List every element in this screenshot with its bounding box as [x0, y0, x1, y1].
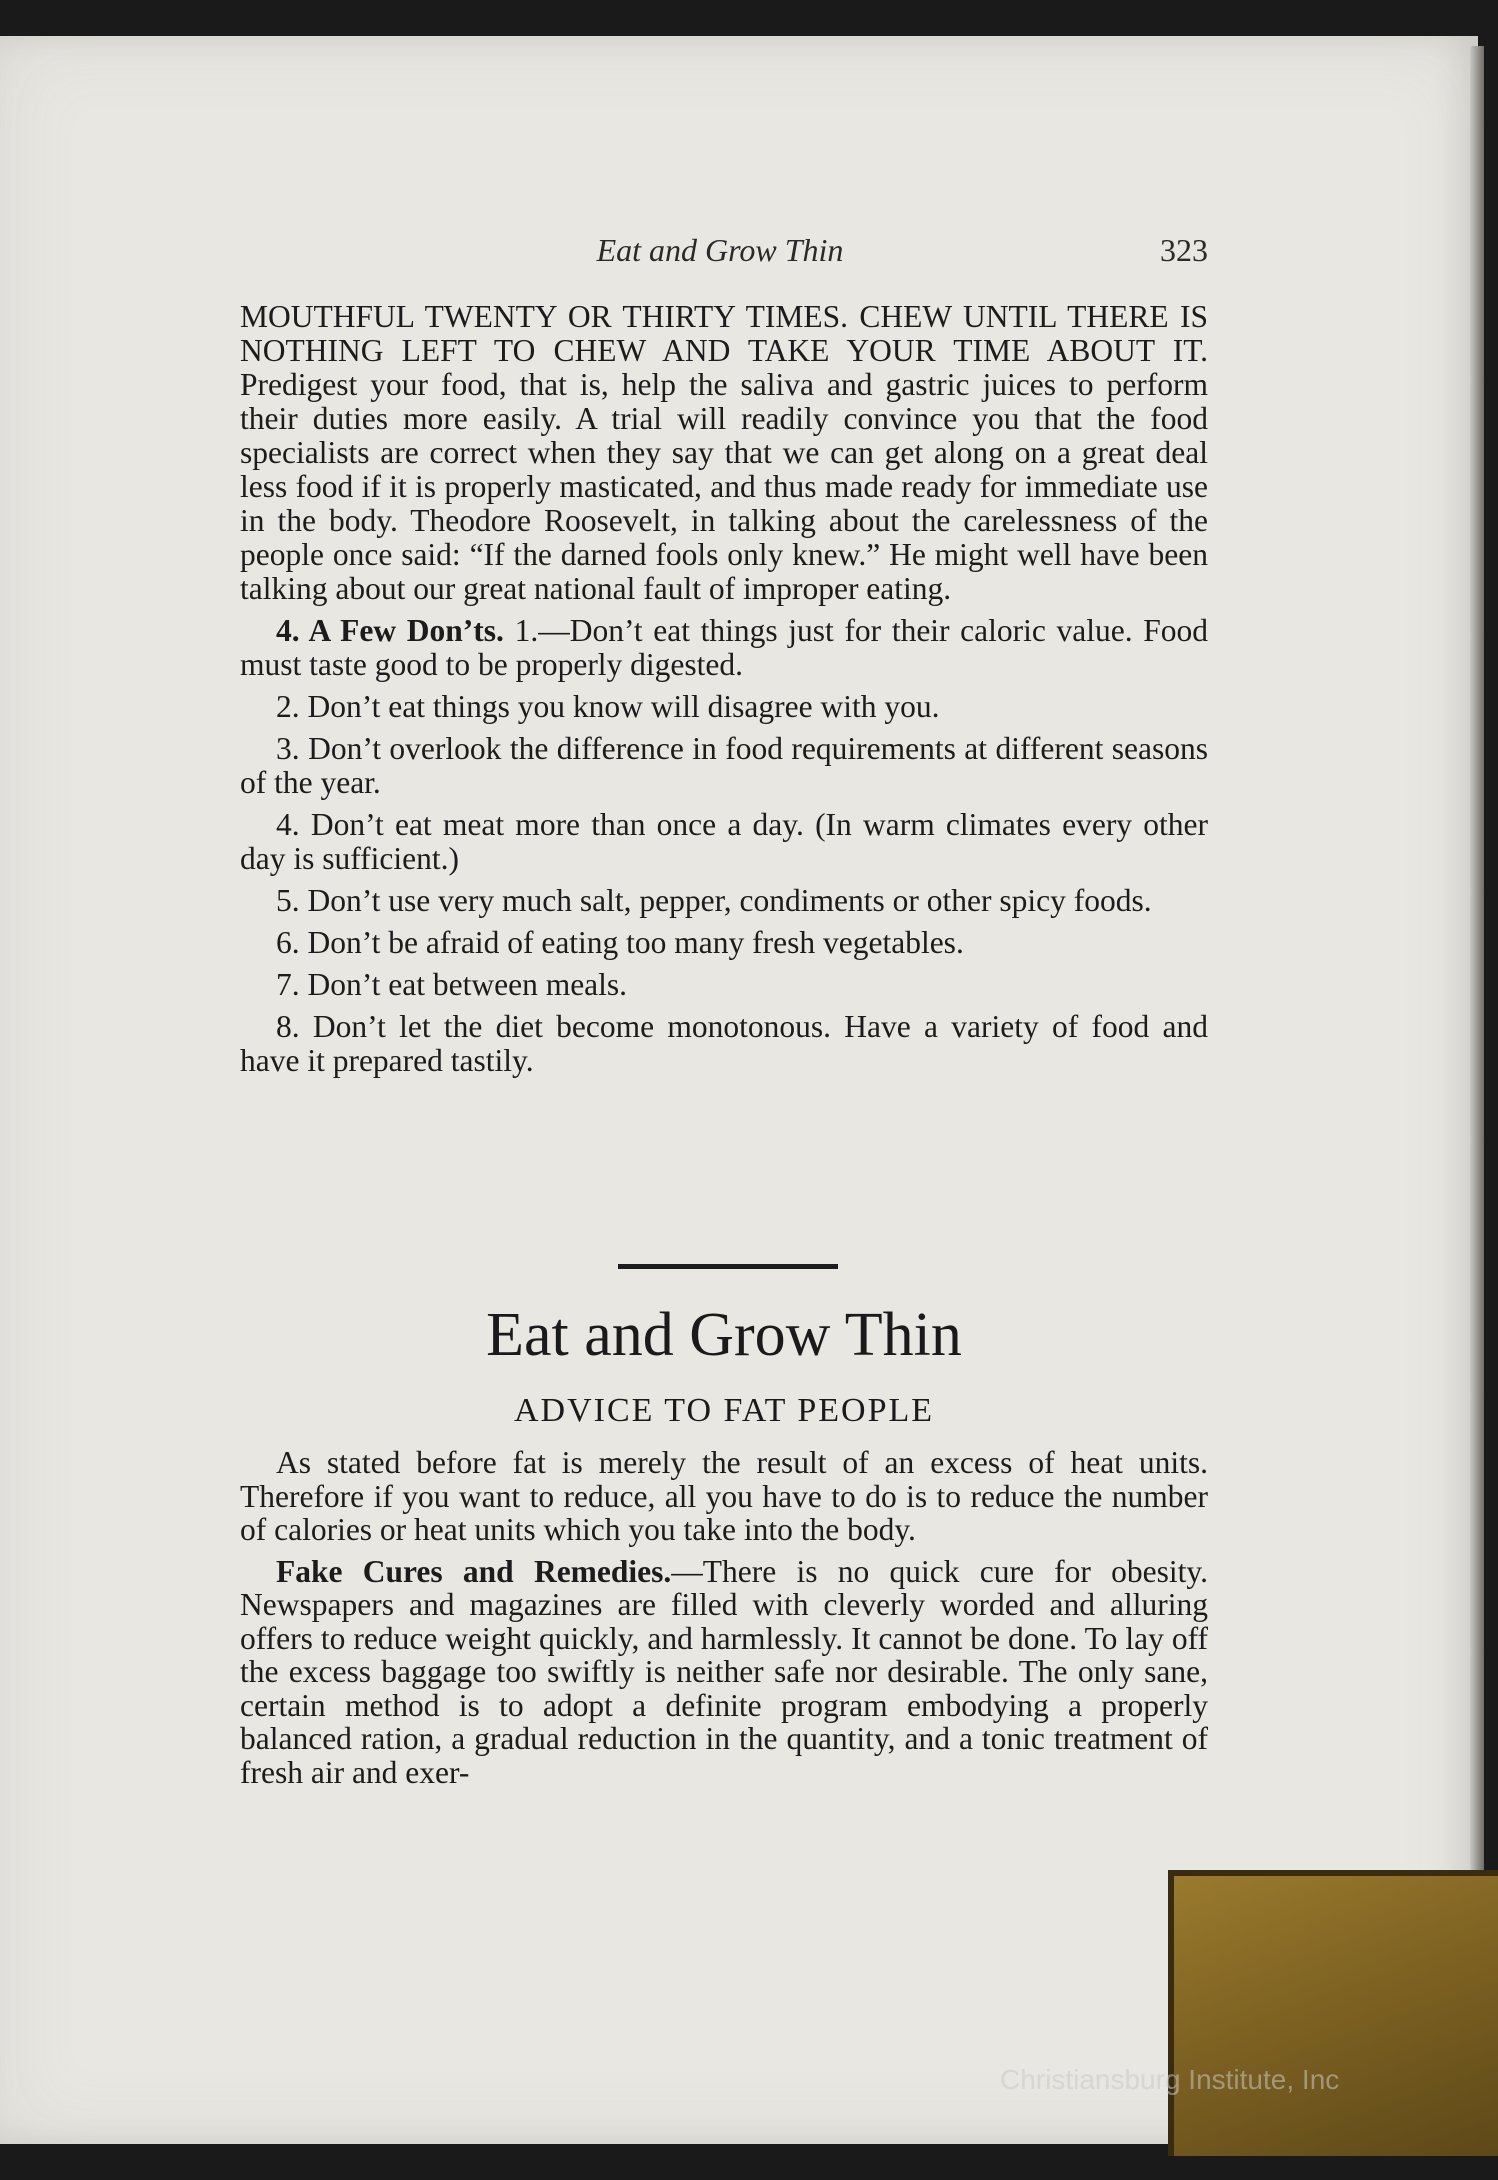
- running-title: Eat and Grow Thin: [596, 232, 844, 268]
- fake-cures-paragraph: [240, 1555, 1208, 1790]
- list-item: 4. Don’t eat meat more than once a day. (In warm climates every other day is sufficient.): [240, 807, 1208, 876]
- donts-heading: 4. A Few Don’ts.: [276, 613, 504, 648]
- list-item: 6. Don’t be afraid of eating too many fresh vegetables.: [276, 925, 964, 960]
- list-item: 3. Don’t overlook the difference in food requirements at different seasons of the year.: [240, 731, 1208, 800]
- fake-cures-text: —There is no quick cure for obesity. Newspapers and magazines are filled with cleverly worded and alluring offers to reduce weight quickly, and harmlessly. It cannot be done. To lay off the excess baggage too swiftly is neither safe nor desirable. The only sane, certain method is to adopt a definite program embodying a properly balanced ration, a gradual reduction in the quantity, and a tonic treatment of fresh air and exer-: [240, 1553, 1208, 1790]
- list-item: 7. Don’t eat between meals.: [276, 967, 628, 1002]
- donts-first-item: 1.—Don’t eat things just for their caloric value. Food must taste good to be properly digested.: [240, 613, 1209, 682]
- continued-paragraph: MOUTHFUL TWENTY OR THIRTY TIMES. CHEW UNTIL THERE IS NOTHING LEFT TO CHEW AND TAKE YOUR TIME ABOUT IT. Predigest your food, that is, help the saliva and gastric juices to perform their duties more easily. A trial will readily convince you that the food specialists are correct when they say that we can get along on a great deal less food if it is properly masticated, and thus made ready for immediate use in the body. Theodore Roosevelt, in talking about the carelessness of the people once said: “If the darned fools only knew.” He might well have been talking about our great national fault of improper eating.: [240, 299, 1208, 606]
- intro-paragraph: As stated before fat is merely the result of an excess of heat units. Therefore if you want to reduce, all you have to do is to reduce the number of calories or heat units which you take into the body.: [240, 1445, 1208, 1547]
- fake-cures-heading: Fake Cures and Remedies.: [276, 1553, 672, 1589]
- book-cover-board: [1168, 1870, 1498, 2156]
- running-head: [240, 232, 1208, 276]
- list-item: 5. Don’t use very much salt, pepper, condiments or other spicy foods.: [276, 883, 1152, 918]
- watermark: Christiansburg Institute, Inc: [1000, 2064, 1340, 2095]
- section-title: Eat and Grow Thin: [486, 1301, 962, 1369]
- list-item: 2. Don’t eat things you know will disagree with you.: [276, 689, 940, 724]
- section-divider: [618, 1264, 838, 1269]
- list-item: 8. Don’t let the diet become monotonous. Have a variety of food and have it prepared tastily.: [240, 1009, 1208, 1078]
- page-number: 323: [1160, 232, 1208, 268]
- body-text-top: [240, 300, 1208, 1086]
- donts-intro: [240, 614, 1208, 682]
- page-edge: [1470, 46, 1484, 2136]
- body-text-bottom: [240, 1446, 1208, 1797]
- section-subtitle: ADVICE TO FAT PEOPLE: [513, 1392, 935, 1429]
